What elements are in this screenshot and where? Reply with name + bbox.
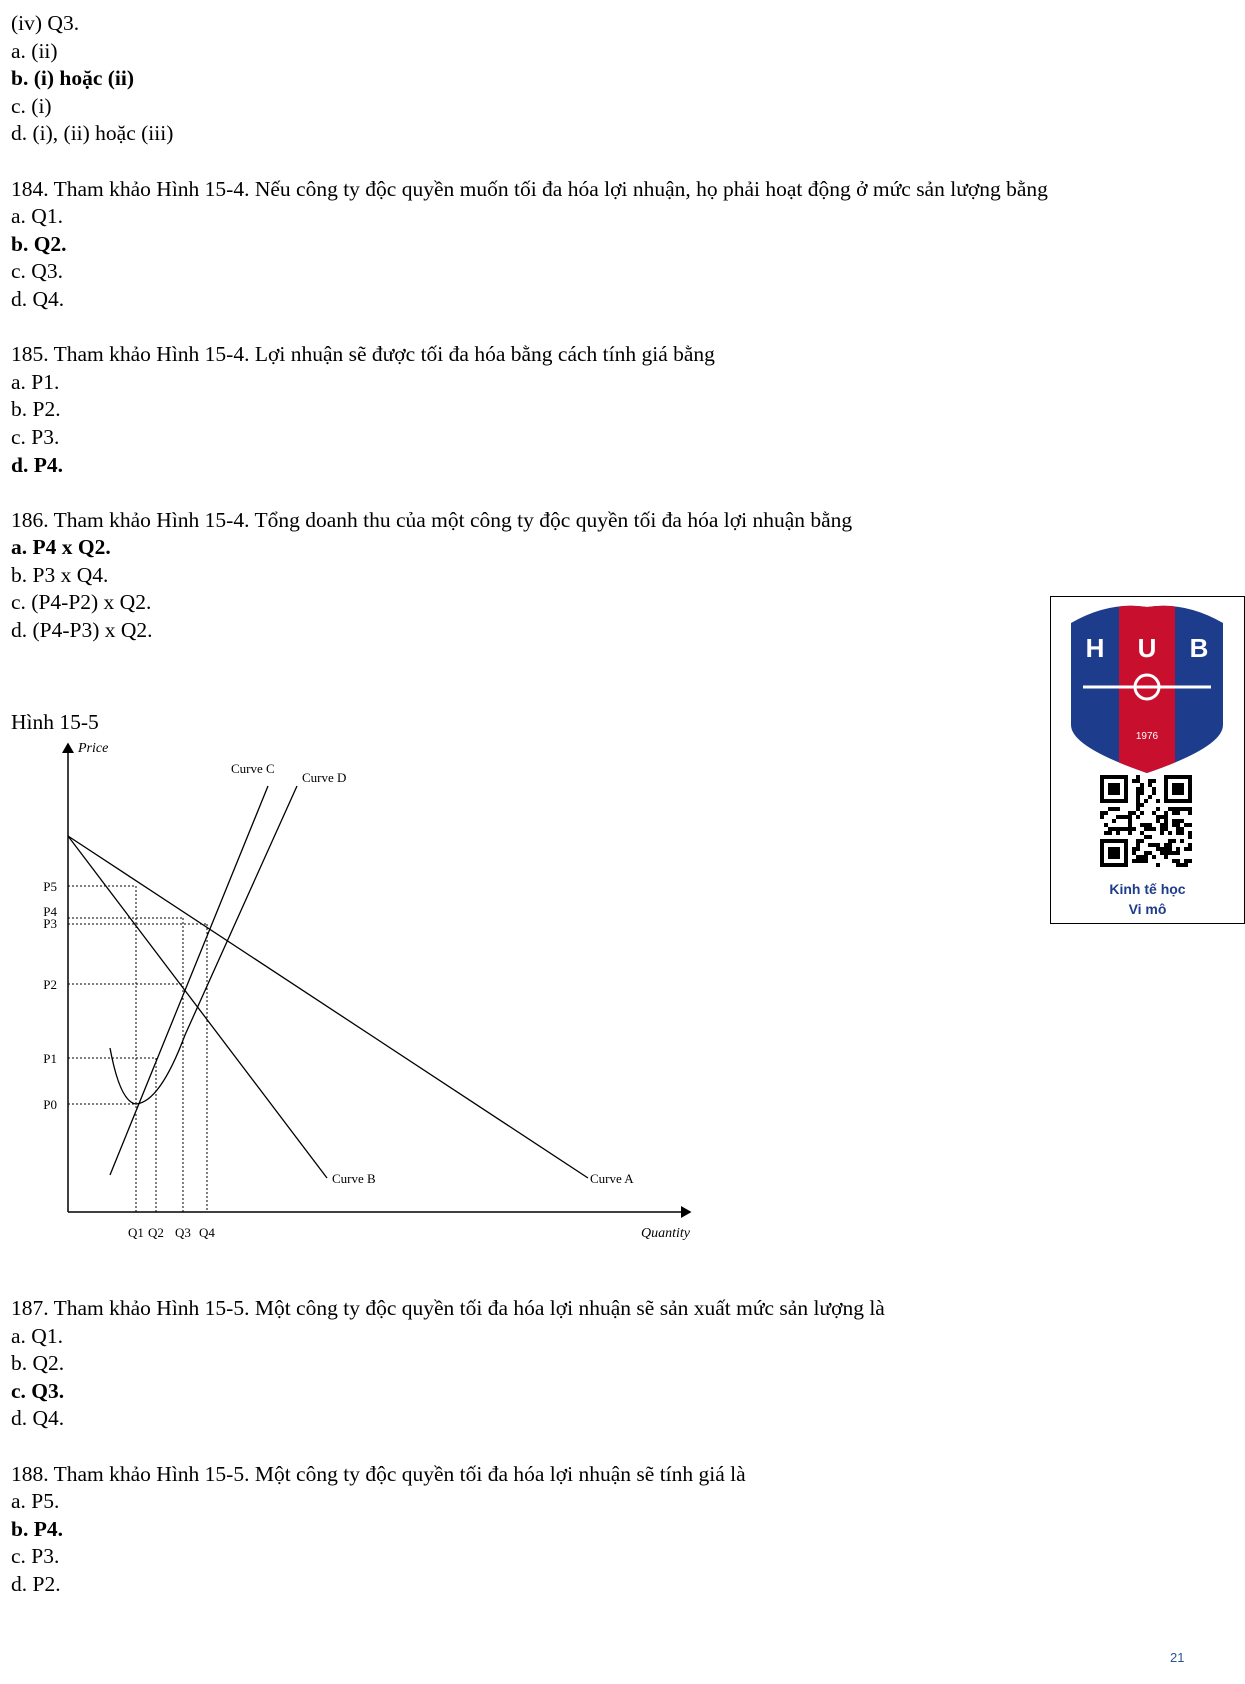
text-line: a. P4 x Q2. — [11, 535, 111, 560]
price-label-p0: P0 — [43, 1097, 57, 1112]
logo-letter-h: H — [1085, 633, 1105, 663]
text-line: a. Q1. — [11, 204, 63, 229]
text-line: 188. Tham khảo Hình 15-5. Một công ty độc quyền tối đa hóa lợi nhuận sẽ tính giá là — [11, 1461, 746, 1486]
text-line — [11, 1433, 885, 1461]
x-axis-label: Quantity — [641, 1226, 690, 1241]
price-label-p4: P4 — [43, 904, 57, 919]
logo-year: 1976 — [1135, 731, 1159, 742]
text-line: c. P3. — [11, 424, 60, 449]
figure-15-5 — [0, 730, 720, 1250]
price-label-p2: P2 — [43, 977, 57, 992]
text-line: a. P5. — [11, 1489, 60, 1514]
hub-logo-panel — [1050, 596, 1245, 924]
guide-lines — [68, 886, 207, 1212]
text-line: b. P4. — [11, 1516, 63, 1541]
text-line: d. (i), (ii) hoặc (iii) — [11, 121, 174, 146]
text-line: b. P3 x Q4. — [11, 562, 109, 587]
text-line: a. (ii) — [11, 38, 58, 63]
text-line: d. Q4. — [11, 286, 65, 311]
question-text-top — [11, 10, 1048, 645]
text-line — [11, 479, 1048, 507]
curve-c-label: Curve C — [231, 761, 275, 776]
text-line — [11, 148, 1048, 176]
text-line: c. (i) — [11, 93, 52, 118]
quantity-label-q4: Q4 — [199, 1225, 215, 1240]
figure-title: Hình 15-5 — [11, 710, 99, 734]
curve-a-line — [68, 836, 588, 1178]
logo-letter-u: U — [1137, 633, 1157, 663]
quantity-label-q1: Q1 — [128, 1225, 144, 1240]
curve-b-label: Curve B — [332, 1171, 376, 1186]
text-line: d. P2. — [11, 1571, 61, 1596]
text-line: c. Q3. — [11, 259, 63, 284]
y-axis-label: Price — [78, 741, 109, 756]
qr-code-icon — [1098, 773, 1196, 871]
text-line: 186. Tham khảo Hình 15-4. Tổng doanh thu của một công ty độc quyền tối đa hóa lợi nhuận bằng — [11, 507, 853, 532]
curve-a-label: Curve A — [590, 1171, 634, 1186]
text-line: 184. Tham khảo Hình 15-4. Nếu công ty độc quyền muốn tối đa hóa lợi nhuận, họ phải hoạt động ở mức sản lượng bằng — [11, 176, 1048, 201]
logo-letter-b: B — [1189, 633, 1209, 663]
price-label-p3: P3 — [43, 916, 57, 931]
hub-logo — [1051, 597, 1243, 877]
text-line: c. (P4-P2) x Q2. — [11, 590, 152, 615]
text-line: c. P3. — [11, 1544, 60, 1569]
text-line: c. Q3. — [11, 1378, 65, 1403]
text-line: 185. Tham khảo Hình 15-4. Lợi nhuận sẽ được tối đa hóa bằng cách tính giá bằng — [11, 342, 715, 367]
text-line: a. Q1. — [11, 1323, 63, 1348]
curve-d-label: Curve D — [302, 770, 347, 785]
logo-caption — [1051, 879, 1244, 919]
question-text-bottom — [11, 1295, 885, 1599]
curve-c-line — [110, 786, 268, 1175]
page-number: 21 — [1170, 1650, 1185, 1665]
logo-caption-line2: Vi mô — [1128, 901, 1167, 917]
quantity-label-q3: Q3 — [175, 1225, 191, 1240]
text-line: d. (P4-P3) x Q2. — [11, 618, 153, 643]
logo-caption-line1: Kinh tế học — [1109, 881, 1186, 897]
shield-icon — [1051, 597, 1243, 797]
text-line: d. Q4. — [11, 1406, 65, 1431]
text-line: (iv) Q3. — [11, 11, 80, 35]
text-line: b. Q2. — [11, 231, 67, 256]
quantity-label-q2: Q2 — [148, 1225, 164, 1240]
text-line — [11, 314, 1048, 342]
text-line: 187. Tham khảo Hình 15-5. Một công ty độc quyền tối đa hóa lợi nhuận sẽ sản xuất mức sản lượng là — [11, 1296, 885, 1320]
price-label-p5: P5 — [43, 879, 57, 894]
text-line: b. Q2. — [11, 1351, 65, 1376]
text-line: b. (i) hoặc (ii) — [11, 66, 135, 91]
text-line: a. P1. — [11, 369, 60, 394]
text-line: b. P2. — [11, 397, 61, 422]
text-line: d. P4. — [11, 452, 63, 477]
price-label-p1: P1 — [43, 1051, 57, 1066]
